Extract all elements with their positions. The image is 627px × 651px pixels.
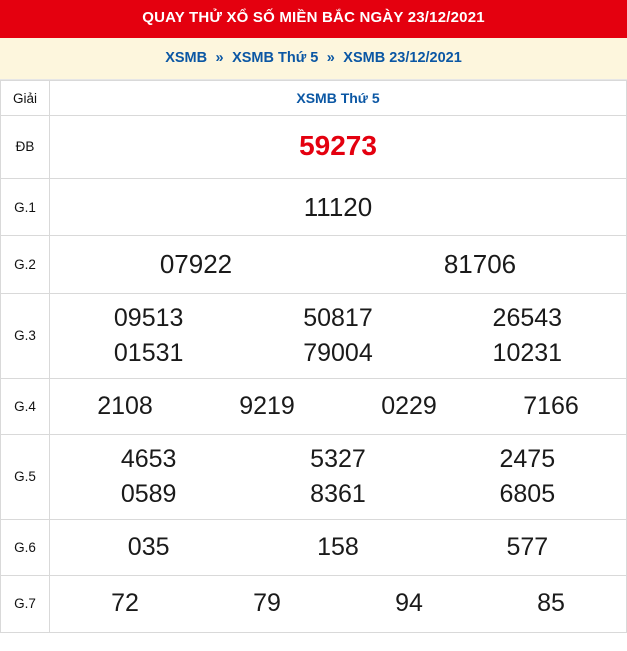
number-line	[54, 531, 622, 564]
prize-label: G.6	[1, 519, 50, 575]
number-line	[54, 478, 622, 511]
prize-numbers	[50, 116, 627, 179]
number-line	[54, 443, 622, 476]
page-title: QUAY THỬ XỔ SỐ MIỀN BẮC NGÀY 23/12/2021	[0, 0, 627, 38]
table-row	[1, 575, 627, 632]
table-header-row	[1, 81, 627, 116]
prize-numbers	[50, 236, 627, 293]
number-line	[54, 128, 622, 165]
number-value: 26543	[492, 303, 563, 332]
number-value: 01531	[113, 338, 184, 367]
table-row	[1, 519, 627, 575]
breadcrumb-item-xsmb[interactable]: XSMB	[165, 50, 208, 66]
header-label-cell: Giải	[1, 81, 50, 116]
table-row	[1, 236, 627, 293]
prize-label: G.1	[1, 178, 50, 235]
table-row	[1, 116, 627, 179]
number-value: 09513	[113, 303, 184, 332]
number-value: 72	[111, 588, 139, 617]
number-value: 85	[537, 588, 565, 617]
number-value: 158	[317, 532, 359, 561]
number-value: 4653	[120, 444, 177, 473]
number-line	[54, 247, 622, 281]
number-value: 8361	[310, 479, 366, 508]
prize-label: G.2	[1, 236, 50, 293]
number-value: 50817	[303, 303, 373, 332]
number-line	[54, 190, 622, 224]
breadcrumb-separator-1: »	[215, 50, 224, 66]
number-line	[54, 587, 622, 620]
prize-numbers	[50, 575, 627, 632]
number-value: 2108	[97, 391, 153, 420]
prize-numbers	[50, 434, 627, 519]
number-value: 94	[395, 588, 423, 617]
number-line	[54, 302, 622, 335]
prize-numbers	[50, 293, 627, 378]
number-value: 035	[127, 532, 170, 561]
number-value: 7166	[523, 391, 579, 420]
number-value: 10231	[492, 338, 563, 367]
prize-label: G.7	[1, 575, 50, 632]
table-row	[1, 293, 627, 378]
prize-numbers	[50, 178, 627, 235]
number-line	[54, 390, 622, 423]
number-value: 0229	[381, 391, 437, 420]
prize-numbers	[50, 378, 627, 434]
prize-label: G.5	[1, 434, 50, 519]
results-table	[0, 80, 627, 633]
number-value: 6805	[499, 479, 556, 508]
number-value: 2475	[499, 444, 556, 473]
number-value: 07922	[159, 249, 233, 280]
breadcrumb-item-xsmb-thu-5[interactable]: XSMB Thứ 5	[232, 50, 319, 66]
results-table-body	[1, 81, 627, 633]
breadcrumb-item-xsmb-date[interactable]: XSMB 23/12/2021	[343, 50, 462, 66]
table-row	[1, 178, 627, 235]
number-value: 79	[253, 588, 281, 617]
table-row	[1, 378, 627, 434]
table-row	[1, 434, 627, 519]
number-line	[54, 337, 622, 370]
number-value: 79004	[303, 338, 373, 367]
number-value: 11120	[303, 191, 373, 222]
header-column-cell: XSMB Thứ 5	[50, 81, 627, 116]
number-value: 0589	[120, 479, 177, 508]
breadcrumb-separator-2: »	[326, 50, 335, 66]
number-value: 5327	[310, 444, 366, 473]
number-value: 59273	[299, 130, 377, 161]
prize-label: ĐB	[1, 116, 50, 179]
breadcrumb	[0, 38, 627, 80]
number-value: 577	[506, 532, 549, 561]
number-value: 81706	[443, 249, 517, 280]
prize-label: G.3	[1, 293, 50, 378]
prize-numbers	[50, 519, 627, 575]
prize-label: G.4	[1, 378, 50, 434]
number-value: 9219	[239, 391, 295, 420]
